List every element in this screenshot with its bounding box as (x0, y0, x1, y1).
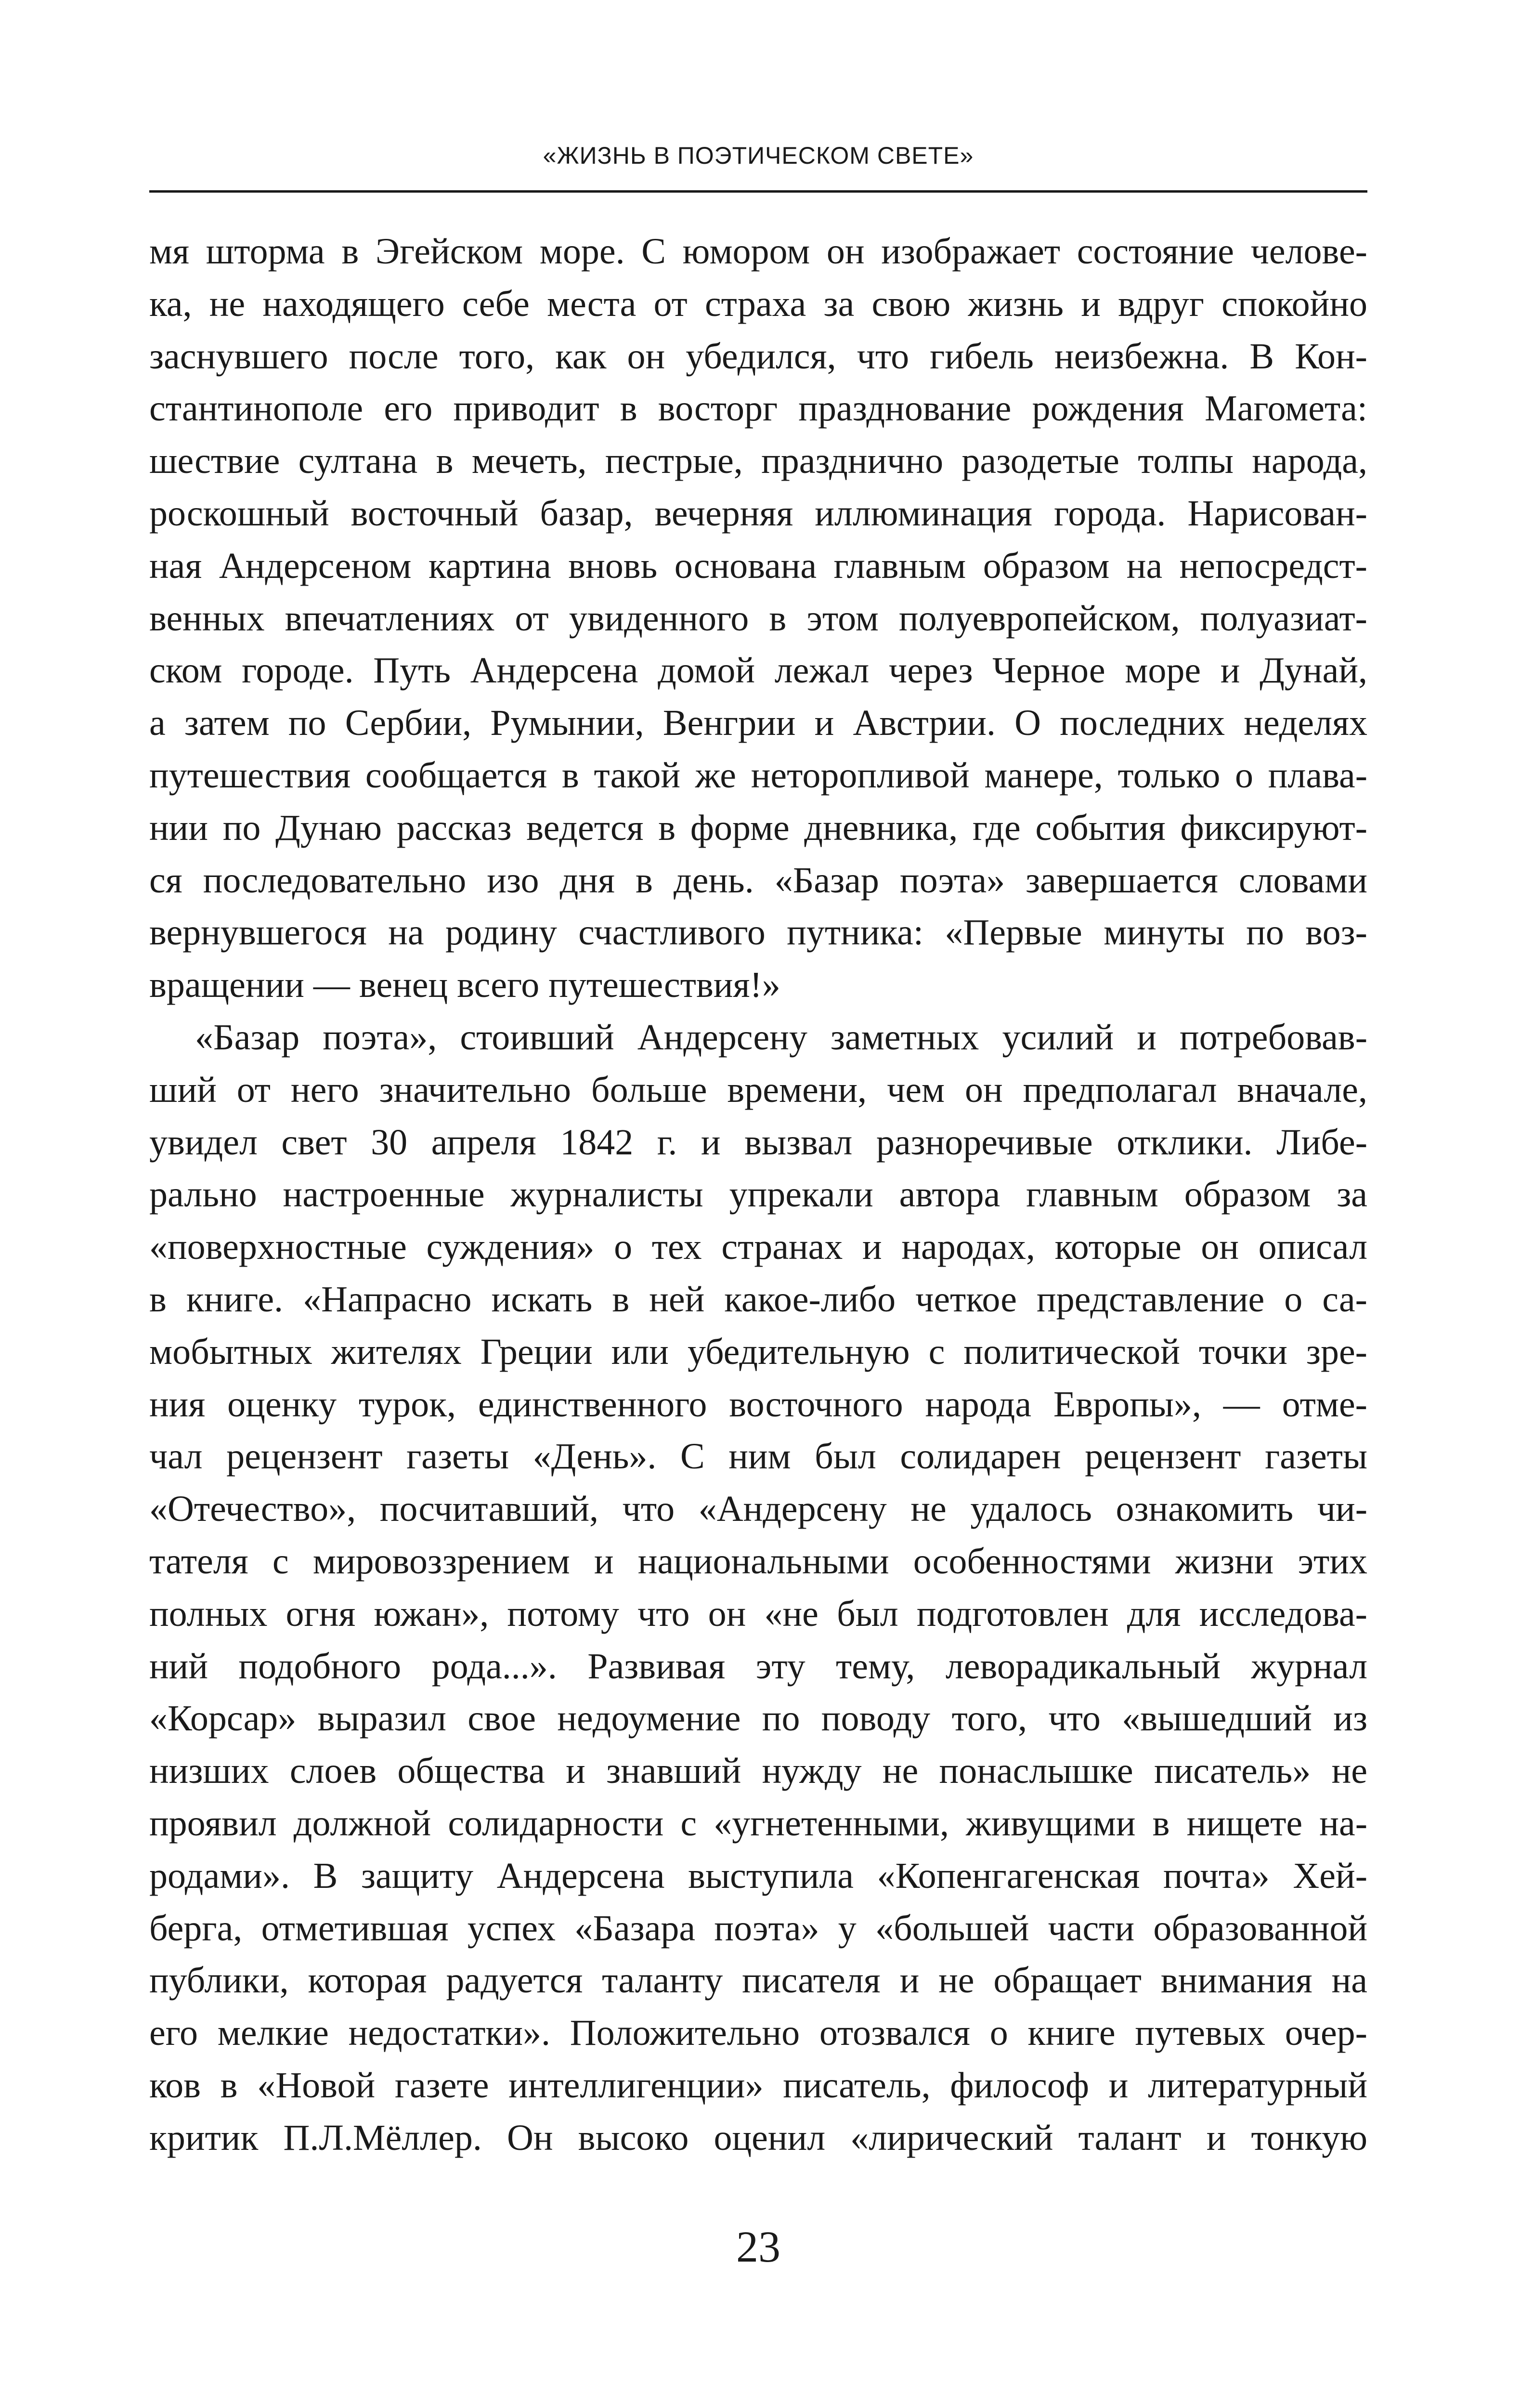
text-line: низших слоев общества и знавший нужду не понаслышке писатель» не (149, 1751, 1367, 1792)
text-line: заснувшего после того, как он убедился, что гибель неизбежна. В Кон- (149, 336, 1367, 377)
text-line: увидел свет 30 апреля 1842 г. и вызвал разноречивые отклики. Либе- (149, 1122, 1367, 1163)
text-line: ском городе. Путь Андерсена домой лежал через Черное море и Дунай, (149, 650, 1367, 691)
running-title: «ЖИЗНЬ В ПОЭТИЧЕСКОМ СВЕТЕ» (543, 142, 974, 169)
text-line: родами». В защиту Андерсена выступила «Копенгагенская почта» Хей- (149, 1855, 1367, 1896)
text-line: «Отечество», посчитавший, что «Андерсену не удалось ознакомить чи- (149, 1489, 1367, 1530)
text-line: венных впечатлениях от увиденного в этом полуевропейском, полуазиат- (149, 598, 1367, 639)
text-line: ния оценку турок, единственного восточного народа Европы», — отме- (149, 1384, 1367, 1425)
text-line: критик П.Л.Мёллер. Он высоко оценил «лирический талант и тонкую (149, 2117, 1367, 2158)
text-line: его мелкие недостатки». Положительно отозвался о книге путевых очер- (149, 2013, 1367, 2054)
text-line: «Корсар» выразил свое недоумение по поводу того, что «вышедший из (149, 1698, 1367, 1739)
text-line: роскошный восточный базар, вечерняя иллюминация города. Нарисован- (149, 493, 1367, 534)
body-text (149, 225, 1367, 2164)
text-line: чал рецензент газеты «День». С ним был солидарен рецензент газеты (149, 1436, 1367, 1477)
text-line: проявил должной солидарности с «угнетенными, живущими в нищете на- (149, 1803, 1367, 1844)
text-line: ная Андерсеном картина вновь основана главным образом на непосредст- (149, 545, 1367, 586)
text-line: «Базар поэта», стоивший Андерсену заметных усилий и потребовав- (195, 1017, 1367, 1058)
text-line: берга, отметившая успех «Базара поэта» у «большей части образованной (149, 1908, 1367, 1949)
text-line: мя шторма в Эгейском море. С юмором он изображает состояние челове- (149, 231, 1367, 272)
text-line: вращении — венец всего путешествия!» (149, 965, 780, 1006)
text-line: нии по Дунаю рассказ ведется в форме дневника, где события фиксируют- (149, 807, 1367, 848)
text-line: ков в «Новой газете интеллигенции» писатель, философ и литературный (149, 2065, 1367, 2106)
text-line: в книге. «Напрасно искать в ней какое-либо четкое представление о са- (149, 1279, 1367, 1320)
text-line: тателя с мировоззрением и национальными особенностями жизни этих (149, 1541, 1367, 1582)
header-rule (149, 190, 1367, 193)
text-line: путешествия сообщается в такой же неторопливой манере, только о плава- (149, 755, 1367, 796)
text-line: ний подобного рода...». Развивая эту тему, леворадикальный журнал (149, 1646, 1367, 1687)
text-line: полных огня южан», потому что он «не был подготовлен для исследова- (149, 1593, 1367, 1634)
text-line: шествие султана в мечеть, пестрые, празднично разодетые толпы народа, (149, 441, 1367, 482)
text-line: стантинополе его приводит в восторг празднование рождения Магомета: (149, 388, 1367, 429)
page-number: 23 (736, 2222, 780, 2271)
text-line: ка, не находящего себе места от страха за свою жизнь и вдруг спокойно (149, 283, 1367, 324)
text-line: а затем по Сербии, Румынии, Венгрии и Австрии. О последних неделях (149, 703, 1367, 744)
text-line: рально настроенные журналисты упрекали автора главным образом за (149, 1174, 1367, 1215)
text-line: мобытных жителях Греции или убедительную с политической точки зре- (149, 1331, 1367, 1372)
text-line: ший от него значительно больше времени, чем он предполагал вначале, (149, 1069, 1367, 1110)
text-line: ся последовательно изо дня в день. «Базар поэта» завершается словами (149, 860, 1367, 901)
text-line: вернувшегося на родину счастливого путника: «Первые минуты по воз- (149, 912, 1367, 953)
text-line: «поверхностные суждения» о тех странах и народах, которые он описал (149, 1227, 1367, 1268)
text-line: публики, которая радуется таланту писателя и не обращает внимания на (149, 1960, 1367, 2001)
